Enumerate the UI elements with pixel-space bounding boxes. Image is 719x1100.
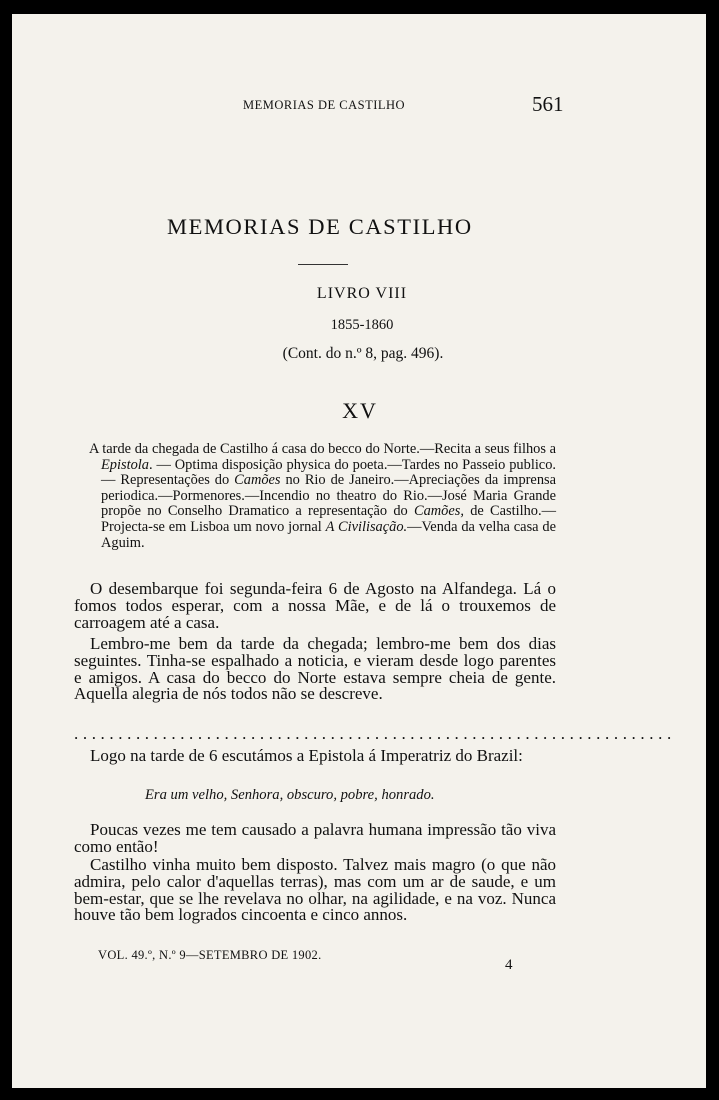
book-years: 1855-1860 bbox=[330, 317, 394, 333]
page-title: MEMORIAS DE CASTILHO bbox=[167, 214, 473, 239]
paragraph-4: Poucas vezes me tem causado a palavra humana impressão tão viva como então! bbox=[74, 820, 556, 856]
chapter-summary bbox=[89, 442, 556, 551]
summary-mid2: no Rio de Janeiro.—Apreciações da imprensa periodica.—Pormenores.—Incendio no theatro do Rio.—José Maria Grande propõe no Conselho Dramatico a representação do bbox=[101, 472, 557, 520]
chapter-number: XV bbox=[342, 398, 378, 423]
summary-mid3: de Castilho.— Projecta-se em Lisboa um novo jornal bbox=[101, 503, 556, 535]
summary-mid1: . — Optima disposição physica do poeta.—Tardes no Passeio publico.— Representações do bbox=[101, 456, 556, 489]
page-number: 561 bbox=[532, 92, 564, 116]
paragraph-3: Logo na tarde de 6 escutámos a Epistola á Imperatriz do Brazil: bbox=[90, 746, 523, 765]
paragraph-1: O desembarque foi segunda-feira 6 de Agosto na Alfandega. Lá o fomos todos esperar, com a nossa Mãe, e de lá o trouxemos de carroagem até a casa. bbox=[74, 579, 556, 632]
summary-tail: —Venda da velha casa de Aguim. bbox=[101, 518, 557, 551]
summary-lead: A tarde da chegada de Castilho á casa do becco do Norte.—Recita a seus filhos a bbox=[89, 441, 556, 457]
summary-text bbox=[89, 442, 556, 551]
paragraph-2: Lembro-me bem da tarde da chegada; lembro-me bem dos dias seguintes. Tinha-se espalhado a noticia, e vieram desde logo parentes e amigos. A casa do becco do Norte estava sempre cheia de gente. Aquella alegria de nós todos não se descreve. bbox=[74, 634, 556, 704]
continuation-note: (Cont. do n.º 8, pag. 496). bbox=[282, 345, 444, 362]
summary-camoes-2: Camões, bbox=[414, 503, 464, 520]
book-label: LIVRO VIII bbox=[316, 285, 408, 302]
paragraph-5: Castilho vinha muito bem disposto. Talvez mais magro (o que não admira, pelo calor d'aquellas terras), mas com um ar de saude, e um bem-estar, que se lhe revelava no olhar, na agilidade, e na voz. Nunca houve tão bem logrados cincoenta e cinco annos. bbox=[74, 855, 556, 925]
title-rule bbox=[298, 264, 348, 265]
volume-footer: VOL. 49.º, N.º 9—SETEMBRO DE 1902. bbox=[98, 948, 322, 962]
ellipsis-separator: .................................................................... bbox=[74, 724, 676, 743]
running-header bbox=[12, 92, 706, 122]
document-page bbox=[12, 14, 706, 1088]
summary-camoes-1: Camões bbox=[234, 472, 281, 489]
verse-quote: Era um velho, Senhora, obscuro, pobre, honrado. bbox=[145, 787, 435, 803]
summary-civilisacao: A Civilisação. bbox=[325, 518, 408, 535]
summary-epistola: Epistola bbox=[101, 456, 149, 473]
running-title: MEMORIAS DE CASTILHO bbox=[243, 98, 406, 112]
signature-mark: 4 bbox=[505, 957, 513, 973]
